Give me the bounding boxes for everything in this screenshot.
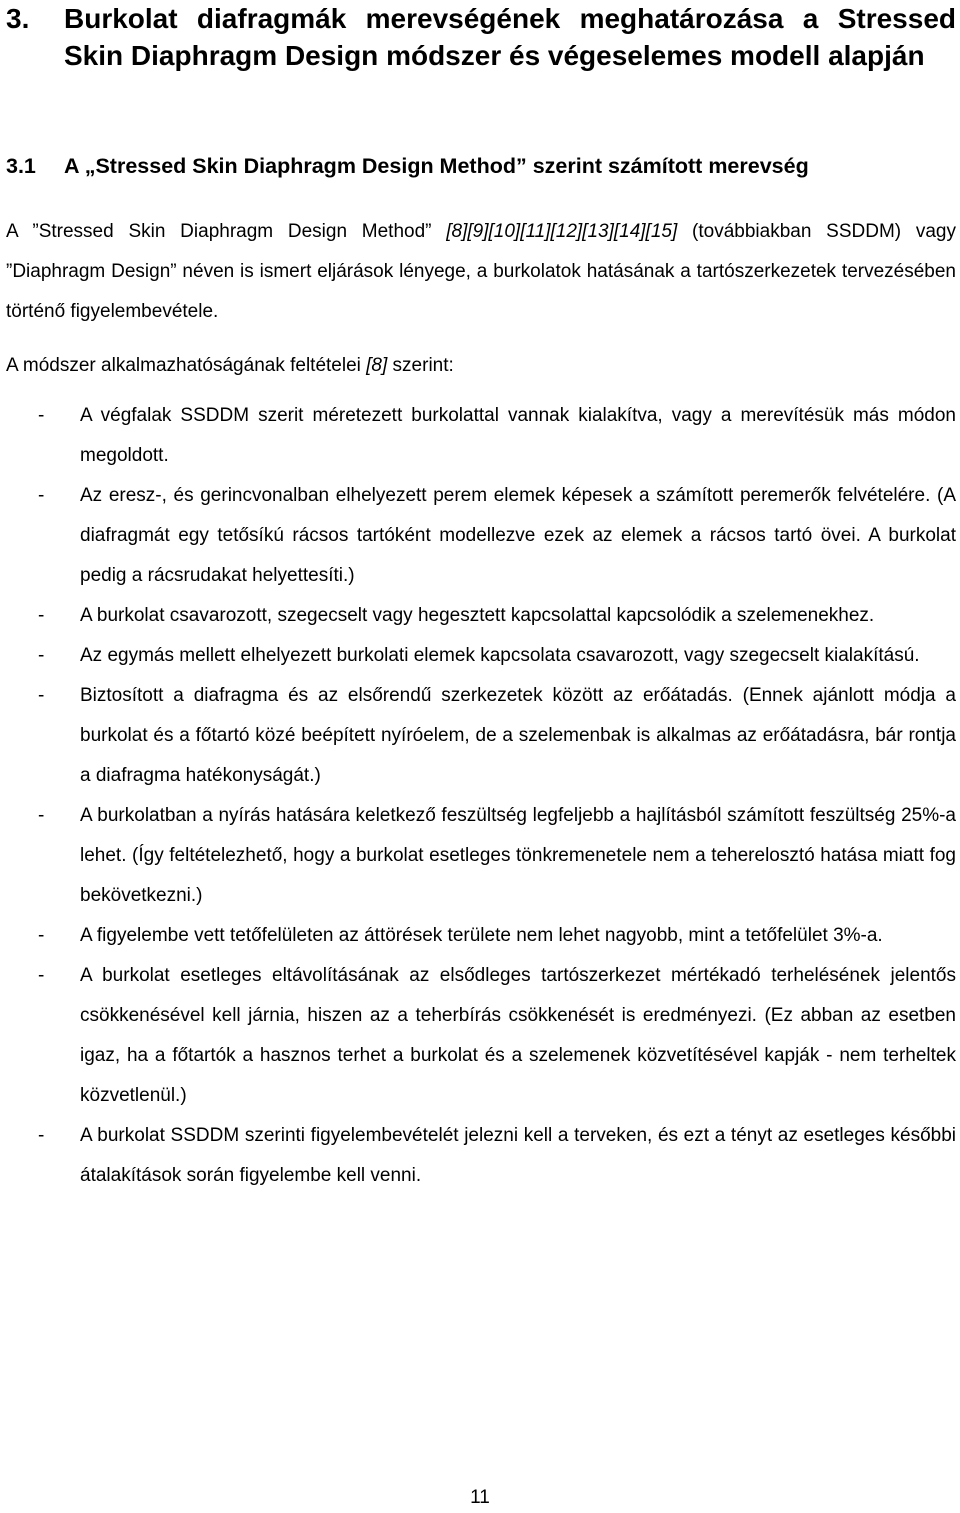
list-item-text: A burkolat csavarozott, szegecselt vagy hegesztett kapcsolattal kapcsolódik a szelemenekhez. (80, 605, 875, 626)
subsection-title: A „Stressed Skin Diaphragm Design Method” szerint számított merevség (64, 154, 809, 178)
page-number: 11 (470, 1487, 490, 1508)
list-item-text: A figyelembe vett tetőfelületen az áttörések területe nem lehet nagyobb, mint a tetőfelület 3%-a. (80, 925, 883, 946)
list-item (0, 636, 960, 676)
conditions-intro-start: A módszer alkalmazhatóságának feltételei (6, 355, 367, 376)
intro-text-start: A ”Stressed Skin Diaphragm Design Method” (6, 221, 447, 242)
list-item (0, 916, 960, 956)
section-title: Burkolat diafragmák merevségének meghatározása a Stressed Skin Diaphragm Design módszer és végeselemes modell alapján (64, 3, 956, 71)
list-item-text: A burkolatban a nyírás hatására keletkező feszültség legfeljebb a hajlításból számított feszültség 25%-a lehet. (Így feltételezhető, hogy a burkolat esetleges tönkremenetele nem a teherelosztó hatása miatt fog bekövetkezni.) (80, 805, 956, 906)
list-item-text: A burkolat SSDDM szerinti figyelembevételét jelezni kell a terveken, és ezt a tényt az esetleges későbbi átalakítások során figyelembe kell venni. (80, 1125, 956, 1186)
list-dash: - (38, 605, 45, 626)
list-dash: - (38, 685, 45, 706)
section-heading (6, 0, 956, 74)
intro-text-end: (továbbiakban SSDDM) vagy ”Diaphragm Design” néven is ismert eljárások lényege, a burkolatok hatásának a tartószerkezetek tervezésében történő figyelembevétele. (6, 221, 956, 322)
conditions-reference: [8] (366, 355, 388, 376)
list-dash: - (38, 645, 45, 666)
list-dash: - (38, 965, 45, 986)
list-item (0, 396, 960, 476)
subsection-number: 3.1 (6, 154, 36, 178)
list-dash: - (38, 405, 45, 426)
subsection-heading (6, 146, 956, 186)
conditions-intro (6, 346, 956, 386)
section-number: 3. (6, 3, 30, 34)
conditions-intro-end: szerint: (387, 355, 454, 376)
intro-references: [8][9][10][11][12][13][14][15] (446, 221, 678, 242)
conditions-list (0, 396, 960, 1196)
list-dash: - (38, 485, 45, 506)
list-item (0, 796, 960, 916)
list-item (0, 676, 960, 796)
list-item (0, 596, 960, 636)
list-item-text: A burkolat esetleges eltávolításának az elsődleges tartószerkezet mértékadó terhelésének jelentős csökkenésével kell járnia, hiszen az a teherbírás csökkenését is eredményezi. (Ez abban az esetben igaz, ha a főtartók a hasznos terhet a burkolat és a szelemenek közvetítésével kapják - nem terheltek közvetlenül.) (80, 965, 956, 1106)
list-item (0, 956, 960, 1116)
list-item-text: Az egymás mellett elhelyezett burkolati elemek kapcsolata csavarozott, vagy szegecselt kialakítású. (80, 645, 920, 666)
intro-paragraph (6, 212, 956, 332)
list-item (0, 476, 960, 596)
list-item-text: A végfalak SSDDM szerit méretezett burkolattal vannak kialakítva, vagy a merevítésük más módon megoldott. (80, 405, 956, 466)
list-dash: - (38, 925, 45, 946)
list-dash: - (38, 805, 45, 826)
list-item-text: Az eresz-, és gerincvonalban elhelyezett perem elemek képesek a számított peremerők felvételére. (A diafragmát egy tetősíkú rácsos tartóként modellezve ezek az elemek a rácsos tartó övei. A burkolat pedig a rácsrudakat helyettesíti.) (80, 485, 956, 586)
list-dash: - (38, 1125, 45, 1146)
list-item-text: Biztosított a diafragma és az elsőrendű szerkezetek között az erőátadás. (Ennek ajánlott módja a burkolat és a főtartó közé beépített nyíróelem, de a szelemenbak is alkalmas az erőátadásra, bár rontja a diafragma hatékonyságát.) (80, 685, 956, 786)
list-item (0, 1116, 960, 1196)
